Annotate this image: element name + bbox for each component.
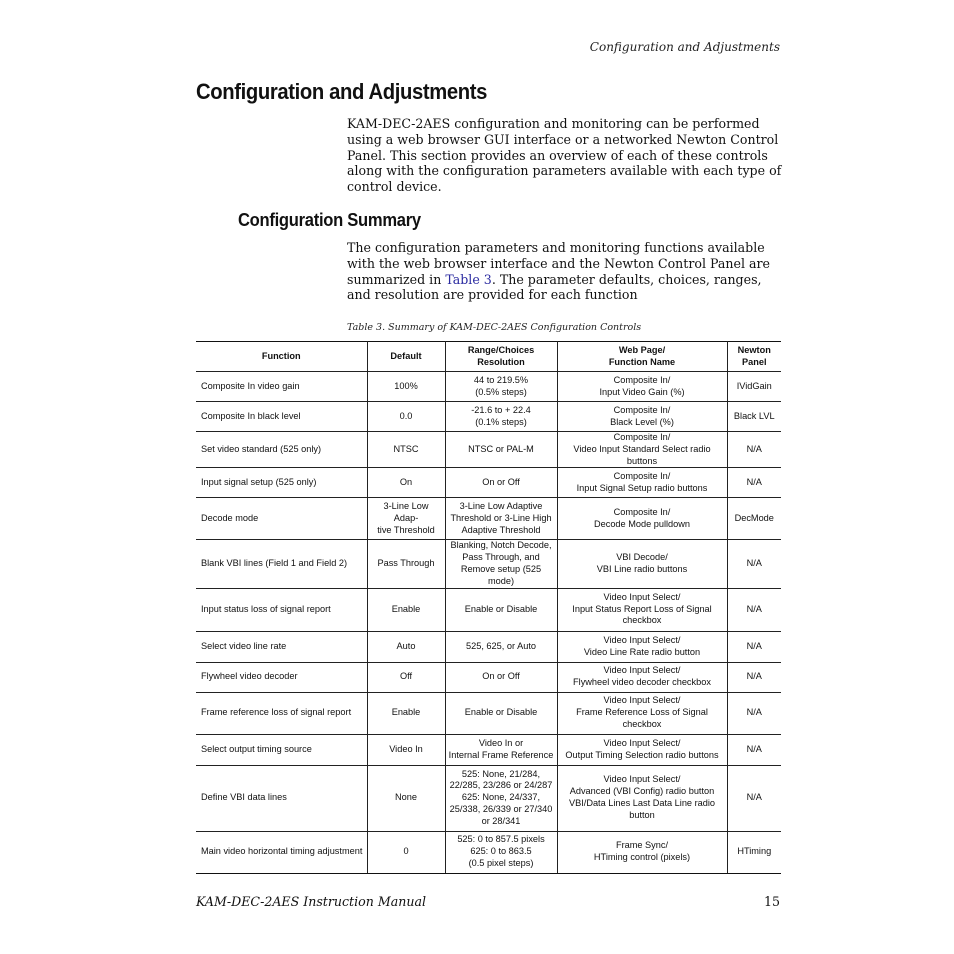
table-cell: Select video line rate (196, 631, 367, 662)
table-cell: 3-Line Low Adap- tive Threshold (367, 498, 445, 540)
table-cell: N/A (727, 540, 781, 588)
table-cell: Define VBI data lines (196, 765, 367, 831)
table-row (196, 432, 781, 468)
table-cell: 3-Line Low Adaptive Threshold or 3-Line High Adaptive Threshold (445, 498, 557, 540)
table-cell: Composite In/ Decode Mode pulldown (557, 498, 727, 540)
configuration-controls-table (196, 341, 781, 874)
table-cell: Video Input Select/ Video Line Rate radio button (557, 631, 727, 662)
table-row (196, 498, 781, 540)
table-row (196, 588, 781, 631)
running-header: Configuration and Adjustments (589, 40, 780, 54)
table-row (196, 831, 781, 873)
table-cell: -21.6 to + 22.4 (0.1% steps) (445, 402, 557, 432)
page-number: 15 (763, 894, 780, 909)
table-cell: Composite In black level (196, 402, 367, 432)
table-cell: IVidGain (727, 372, 781, 402)
table-cell: None (367, 765, 445, 831)
table-cell: Video Input Select/ Input Status Report Loss of Signal checkbox (557, 588, 727, 631)
table-cell: NTSC or PAL-M (445, 432, 557, 468)
intro-paragraph: KAM-DEC-2AES configuration and monitoring can be performed using a web browser GUI interface or a networked Newton Control Panel. This section provides an overview of each of these controls along with the configuration parameters available with each type of control device. (347, 116, 782, 195)
table-caption: Table 3. Summary of KAM-DEC-2AES Configuration Controls (347, 322, 642, 333)
table-row (196, 765, 781, 831)
table-cell: Black LVL (727, 402, 781, 432)
table-cell: VBI Decode/ VBI Line radio buttons (557, 540, 727, 588)
summary-text-before: The configuration parameters and monitoring functions available with the web browser interface and the Newton Control Panel are summarized in (347, 240, 770, 287)
table-cell: Frame Sync/ HTiming control (pixels) (557, 831, 727, 873)
table-cell: Input status loss of signal report (196, 588, 367, 631)
table-cell: Composite In video gain (196, 372, 367, 402)
table-cell: Frame reference loss of signal report (196, 692, 367, 734)
table-cell: Set video standard (525 only) (196, 432, 367, 468)
table-cell: Flywheel video decoder (196, 662, 367, 692)
table-cell: 525, 625, or Auto (445, 631, 557, 662)
table-row (196, 540, 781, 588)
table-row (196, 662, 781, 692)
table-cell: Enable or Disable (445, 588, 557, 631)
header-web-page: Web Page/ Function Name (557, 342, 727, 372)
table-row (196, 372, 781, 402)
section-heading: Configuration Summary (238, 210, 421, 230)
table-cell: Video Input Select/ Frame Reference Loss of Signal checkbox (557, 692, 727, 734)
header-function: Function (196, 342, 367, 372)
page-heading: Configuration and Adjustments (196, 79, 488, 104)
table-cell: Video In or Internal Frame Reference (445, 734, 557, 765)
table-cell: Enable (367, 588, 445, 631)
table-cell: DecMode (727, 498, 781, 540)
table-row (196, 402, 781, 432)
table-cell: N/A (727, 734, 781, 765)
table-cell: Video In (367, 734, 445, 765)
table-cell: HTiming (727, 831, 781, 873)
table-cell: Video Input Select/ Output Timing Selection radio buttons (557, 734, 727, 765)
header-newton-panel: Newton Panel (727, 342, 781, 372)
table-cell: Composite In/ Black Level (%) (557, 402, 727, 432)
table-cell: Blanking, Notch Decode, Pass Through, and Remove setup (525 mode) (445, 540, 557, 588)
summary-paragraph (347, 240, 783, 303)
table-cell: Composite In/ Input Signal Setup radio buttons (557, 468, 727, 498)
table-cell: N/A (727, 662, 781, 692)
table-row (196, 468, 781, 498)
table-cell: 0 (367, 831, 445, 873)
table-cell: On or Off (445, 662, 557, 692)
table-cell: N/A (727, 692, 781, 734)
table-cell: Decode mode (196, 498, 367, 540)
table-cell: Video Input Select/ Advanced (VBI Config) radio button VBI/Data Lines Last Data Line radio button (557, 765, 727, 831)
table-cell: On or Off (445, 468, 557, 498)
table-cell: Select output timing source (196, 734, 367, 765)
table-cell: Auto (367, 631, 445, 662)
table-body (196, 372, 781, 874)
table-cell: Composite In/ Video Input Standard Select radio buttons (557, 432, 727, 468)
table-cell: N/A (727, 765, 781, 831)
table-cell: N/A (727, 432, 781, 468)
table-cell: N/A (727, 468, 781, 498)
table-cell: Main video horizontal timing adjustment (196, 831, 367, 873)
table-cell: Enable (367, 692, 445, 734)
table-cell: Video Input Select/ Flywheel video decoder checkbox (557, 662, 727, 692)
table-cell: 44 to 219.5% (0.5% steps) (445, 372, 557, 402)
table-cell: Input signal setup (525 only) (196, 468, 367, 498)
table-3-link[interactable]: Table 3 (445, 271, 492, 287)
table-cell: 0.0 (367, 402, 445, 432)
summary-text-after: . The parameter defaults, choices, ranges, and resolution are provided for each function (347, 271, 762, 303)
table-cell: Composite In/ Input Video Gain (%) (557, 372, 727, 402)
footer-manual-title: KAM-DEC-2AES Instruction Manual (196, 894, 426, 909)
table-cell: NTSC (367, 432, 445, 468)
table-cell: Off (367, 662, 445, 692)
table-cell: N/A (727, 631, 781, 662)
table-cell: Pass Through (367, 540, 445, 588)
table-cell: Enable or Disable (445, 692, 557, 734)
table-header-row (196, 342, 781, 372)
header-range: Range/Choices Resolution (445, 342, 557, 372)
table-row (196, 692, 781, 734)
table-cell: 100% (367, 372, 445, 402)
table-cell: On (367, 468, 445, 498)
table-cell: Blank VBI lines (Field 1 and Field 2) (196, 540, 367, 588)
table-cell: 525: 0 to 857.5 pixels 625: 0 to 863.5 (0.5 pixel steps) (445, 831, 557, 873)
table-cell: 525: None, 21/284, 22/285, 23/286 or 24/287 625: None, 24/337, 25/338, 26/339 or 27/340 or 28/341 (445, 765, 557, 831)
table-row (196, 734, 781, 765)
table-row (196, 631, 781, 662)
header-default: Default (367, 342, 445, 372)
table-cell: N/A (727, 588, 781, 631)
